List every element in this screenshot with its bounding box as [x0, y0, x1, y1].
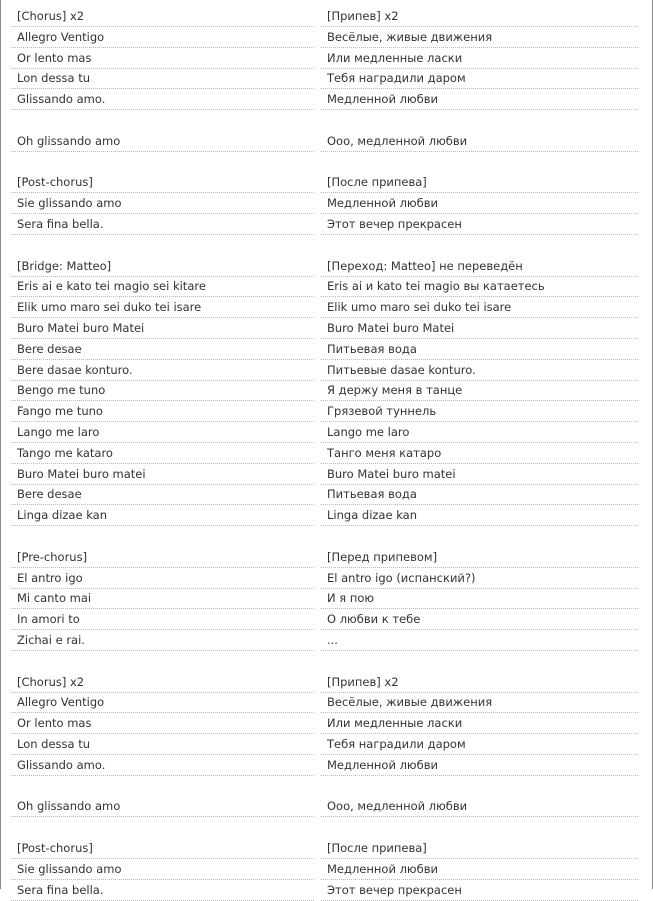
lyrics-row: [1, 568, 652, 589]
lyrics-row: [1, 380, 652, 401]
original-line: [Post-chorus]: [17, 175, 93, 190]
original-line: Lango me laro: [17, 425, 100, 439]
lyrics-row: [1, 27, 652, 48]
translation-line: Питьевая вода: [327, 487, 417, 502]
lyrics-row: [1, 443, 652, 464]
original-line: Buro Matei buro Matei: [17, 321, 145, 335]
translation-line: Ооо, медленной любви: [327, 133, 468, 148]
translation-line: El antro igo (испанский?): [327, 570, 476, 585]
row-divider: [321, 900, 638, 901]
translation-line: Тебя наградили даром: [327, 737, 466, 751]
translation-line: Этот вечер прекрасен: [327, 217, 462, 231]
lyrics-row: [1, 880, 652, 901]
original-line: Sera fina bella.: [17, 882, 104, 897]
original-line: In amori to: [17, 612, 80, 627]
lyrics-row: [1, 859, 652, 880]
original-line: Bere desae: [17, 341, 82, 356]
translation-line: Питьевые dasae konturo.: [327, 362, 476, 377]
lyrics-row: [1, 609, 652, 630]
lyrics-row: [1, 172, 652, 193]
original-line: Bengo me tuno: [17, 383, 106, 398]
original-line: Buro Matei buro matei: [17, 466, 146, 481]
lyrics-row: [1, 422, 652, 443]
translation-line: Медленной любви: [327, 92, 438, 107]
translation-line: [Перед припевом]: [327, 549, 438, 564]
translation-line: Или медленные ласки: [327, 716, 463, 731]
lyrics-row: [1, 505, 652, 526]
translation-line: [После припева]: [327, 175, 427, 190]
original-line: Lon dessa tu: [17, 737, 91, 751]
original-line: Sera fina bella.: [17, 217, 104, 231]
translation-line: Linga dizae kan: [327, 508, 417, 523]
original-line: Sie glissando amo: [17, 861, 122, 876]
translation-line: Медленной любви: [327, 196, 438, 211]
lyrics-row: [1, 464, 652, 485]
translation-line: Весёлые, живые движения: [327, 29, 493, 44]
original-line: Or lento mas: [17, 50, 92, 65]
lyrics-row: [1, 68, 652, 89]
lyrics-row: [1, 796, 652, 817]
lyrics-row: [1, 526, 652, 547]
translation-line: [327, 817, 638, 837]
original-line: Or lento mas: [17, 716, 92, 731]
original-line: Bere dasae konturo.: [17, 362, 133, 377]
translation-line: Танго меня катаро: [327, 445, 442, 460]
translation-line: Питьевая вода: [327, 341, 417, 356]
lyrics-row: [1, 214, 652, 235]
translation-line: Я держу меня в танце: [327, 383, 463, 398]
lyrics-row: [1, 339, 652, 360]
translation-line: [327, 526, 638, 546]
original-line: Lon dessa tu: [17, 71, 91, 86]
original-line: Oh glissando amo: [17, 799, 121, 814]
lyrics-row: [1, 651, 652, 672]
original-line: [17, 776, 314, 796]
translation-line: [Припев] x2: [327, 674, 399, 689]
lyrics-row: [1, 734, 652, 755]
original-line: Linga dizae kan: [17, 508, 107, 523]
translation-line: [Переход: Matteo] не переведён: [327, 258, 523, 273]
translation-line: Ооо, медленной любви: [327, 799, 468, 814]
original-line: Allegro Ventigo: [17, 695, 105, 710]
lyrics-row: [1, 89, 652, 110]
translation-line: О любви к тебе: [327, 612, 421, 627]
row-divider: [11, 900, 314, 901]
translation-line: Eris ai и kato tei magio вы катаетесь: [327, 279, 545, 294]
translation-line: Тебя наградили даром: [327, 71, 466, 86]
lyrics-row: [1, 776, 652, 797]
original-line: Glissando amo.: [17, 757, 106, 772]
original-line: [17, 110, 314, 130]
original-line: [17, 817, 314, 837]
translation-line: [Припев] x2: [327, 9, 399, 23]
original-line: [17, 235, 314, 255]
original-line: Allegro Ventigo: [17, 29, 105, 44]
translation-line: ...: [327, 633, 338, 647]
original-line: Sie glissando amo: [17, 196, 122, 211]
lyrics-row: [1, 484, 652, 505]
lyrics-row: [1, 152, 652, 173]
original-line: Eris ai e kato tei magio sei kitare: [17, 279, 206, 294]
original-line: [Pre-chorus]: [17, 549, 88, 564]
translation-line: Lango me laro: [327, 425, 410, 439]
lyrics-row: [1, 48, 652, 69]
original-line: [Bridge: Matteo]: [17, 258, 112, 273]
original-line: [Post-chorus]: [17, 841, 93, 855]
lyrics-row: [1, 755, 652, 776]
translation-line: Медленной любви: [327, 757, 438, 772]
original-line: Tango me kataro: [17, 445, 113, 460]
translation-line: Этот вечер прекрасен: [327, 882, 462, 897]
lyrics-row: [1, 276, 652, 297]
translation-line: И я пою: [327, 591, 375, 606]
original-line: [17, 526, 314, 546]
lyrics-row: [1, 838, 652, 859]
lyrics-row: [1, 360, 652, 381]
lyrics-row: [1, 256, 652, 277]
lyrics-row: [1, 131, 652, 152]
original-line: [17, 152, 314, 172]
translation-line: [327, 110, 638, 130]
lyrics-row: [1, 692, 652, 713]
lyrics-row: [1, 6, 652, 27]
translation-line: Грязевой туннель: [327, 404, 437, 419]
translation-line: [327, 776, 638, 796]
original-line: Mi canto mai: [17, 591, 92, 606]
original-line: [17, 651, 314, 671]
lyrics-row: [1, 713, 652, 734]
translation-line: [327, 152, 638, 172]
lyrics-row: [1, 235, 652, 256]
lyrics-row: [1, 110, 652, 131]
original-line: [Chorus] x2: [17, 674, 85, 689]
original-line: Zichai e rai.: [17, 633, 85, 647]
original-line: Fango me tuno: [17, 404, 103, 419]
original-line: Bere desae: [17, 487, 82, 502]
original-line: Oh glissando amo: [17, 133, 121, 148]
translation-line: Buro Matei buro matei: [327, 466, 456, 481]
translation-line: Elik umo maro sei duko tei isare: [327, 300, 512, 315]
original-line: El antro igo: [17, 570, 83, 585]
translation-line: Медленной любви: [327, 861, 438, 876]
lyrics-row: [1, 297, 652, 318]
translation-line: Или медленные ласки: [327, 50, 463, 65]
original-line: Elik umo maro sei duko tei isare: [17, 300, 202, 315]
translation-line: Buro Matei buro Matei: [327, 321, 455, 335]
translation-line: Весёлые, живые движения: [327, 695, 493, 710]
translation-line: [После припева]: [327, 841, 427, 855]
original-line: Glissando amo.: [17, 92, 106, 107]
lyrics-row: [1, 588, 652, 609]
lyrics-row: [1, 193, 652, 214]
lyrics-row: [1, 672, 652, 693]
lyrics-row: [1, 547, 652, 568]
lyrics-row: [1, 817, 652, 838]
lyrics-row: [1, 630, 652, 651]
lyrics-row: [1, 318, 652, 339]
original-line: [Chorus] x2: [17, 9, 85, 23]
translation-line: [327, 235, 638, 255]
translation-line: [327, 651, 638, 671]
lyrics-row: [1, 401, 652, 422]
